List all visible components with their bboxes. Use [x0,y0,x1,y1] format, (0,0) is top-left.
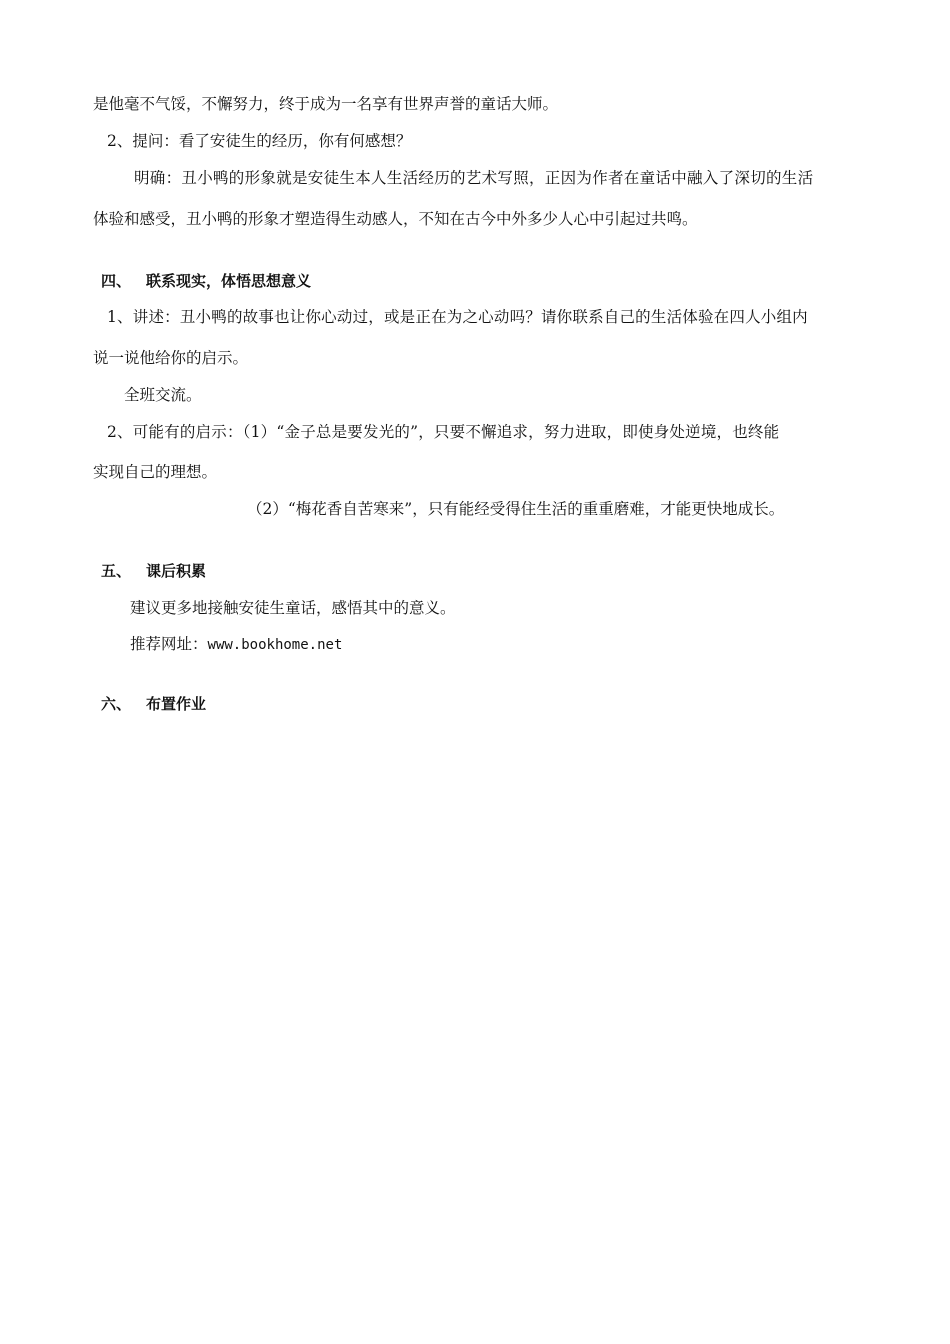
section-title: 联系现实，体悟思想意义 [146,272,312,290]
recommend-label: 推荐网址： [130,635,208,653]
paragraph-line: 建议更多地接触安徒生童话，感悟其中的意义。 [130,599,456,617]
section-number: 五、 [101,562,132,580]
paragraph-line: 2、可能有的启示：（1）“金子总是要发光的”，只要不懈追求，努力进取，即使身处逆境，也终能 [107,423,780,441]
paragraph-line: 全班交流。 [124,386,202,404]
paragraph-line: 明确：丑小鸭的形象就是安徒生本人生活经历的艺术写照，正因为作者在童话中融入了深切的生活 [134,169,814,187]
paragraph-line: 体验和感受，丑小鸭的形象才塑造得生动感人，不知在古今中外多少人心中引起过共鸣。 [93,210,698,228]
paragraph-line: 2、提问：看了安徒生的经历，你有何感想？ [107,132,412,150]
paragraph-line: 是他毫不气馁，不懈努力，终于成为一名享有世界声誉的童话大师。 [93,95,559,113]
paragraph-line: 说一说他给你的启示。 [93,349,249,367]
section-title: 课后积累 [146,562,207,580]
paragraph-line: （2）“梅花香自苦寒来”，只有能经受得住生活的重重磨难，才能更快地成长。 [247,500,785,518]
section-title: 布置作业 [146,695,207,713]
paragraph-line: 1、讲述：丑小鸭的故事也让你心动过，或是正在为之心动吗？请你联系自己的生活体验在四人小组内 [107,308,808,326]
paragraph-line: 实现自己的理想。 [93,463,218,481]
paragraph-line [130,634,342,655]
section-heading [101,271,311,291]
section-heading [101,694,206,714]
section-number: 六、 [101,695,132,713]
section-number: 四、 [101,272,132,290]
section-heading [101,561,206,581]
website-url: www.bookhome.net [207,637,343,653]
